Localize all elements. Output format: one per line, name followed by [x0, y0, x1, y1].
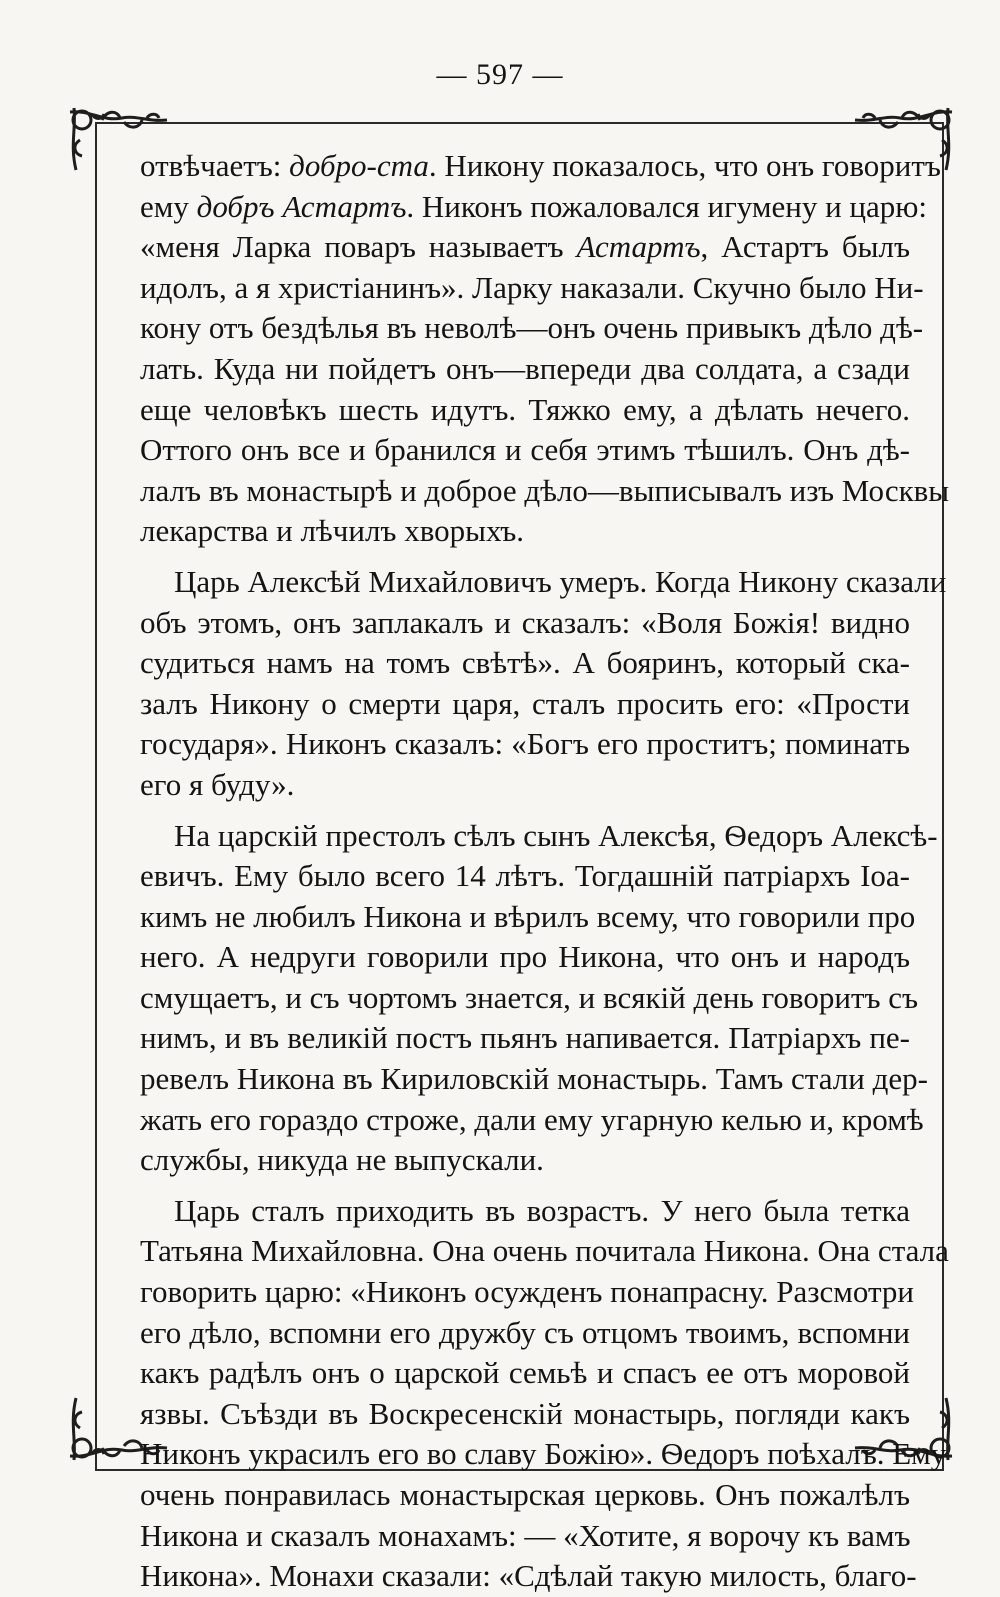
text-line — [140, 1556, 917, 1597]
text-fragment: судиться намъ на томъ свѣтѣ». А бояринъ, который ска- — [140, 645, 910, 681]
text-line — [140, 187, 928, 228]
text-fragment: На царскій престолъ сѣлъ сынъ Алексѣя, Ѳедоръ Алексѣ- — [174, 817, 938, 853]
text-fragment: залъ Никону о смерти царя, сталъ просить его: «Прости — [140, 685, 910, 721]
text-line — [140, 1353, 910, 1394]
italic-text: добро-ста — [289, 148, 429, 183]
text-fragment: нимъ, и въ великій постъ пьянъ напивается. Патріархъ пе- — [140, 1020, 910, 1056]
text-line — [140, 308, 924, 349]
text-fragment: Никона». Монахи сказали: «Сдѣлай такую милость, благо- — [140, 1558, 917, 1594]
text-line — [140, 268, 924, 309]
text-line — [140, 897, 916, 938]
text-line — [140, 684, 910, 725]
text-line — [140, 643, 910, 684]
italic-text: Астартъ — [576, 229, 701, 265]
text-line — [140, 856, 910, 897]
text-fragment: . Никонъ пожаловался игумену и царю: — [406, 188, 928, 224]
text-fragment: смущаетъ, и съ чортомъ знается, и всякій день говоритъ съ — [140, 979, 919, 1015]
text-line — [140, 816, 938, 857]
text-fragment: объ этомъ, онъ заплакалъ и сказалъ: «Воля Божія! видно — [140, 604, 910, 640]
text-fragment: очень понравилась монастырская церковь. Онъ пожалѣлъ — [140, 1477, 910, 1512]
text-fragment: его я буду». — [140, 766, 295, 802]
text-line — [140, 1434, 947, 1475]
text-fragment: какъ радѣлъ онъ о царской семьѣ и спасъ ее отъ моровой — [140, 1355, 910, 1391]
text-fragment: , Астартъ былъ — [700, 229, 911, 265]
text-line — [140, 430, 910, 471]
italic-text: добръ Астартъ — [196, 188, 407, 224]
text-fragment: него. А недруги говорили про Никона, что онъ и народъ — [140, 939, 910, 975]
page-number: — 597 — — [436, 58, 564, 91]
text-fragment: Царь Алексѣй Михайловичъ умеръ. Когда Никону сказали — [174, 563, 947, 599]
text-line — [140, 1475, 910, 1516]
text-line — [140, 349, 910, 390]
text-line — [140, 146, 941, 187]
text-fragment: говорить царю: «Никонъ осужденъ понапрасну. Разсмотри — [140, 1274, 914, 1310]
text-fragment: лекарства и лѣчилъ хворыхъ. — [140, 513, 525, 549]
text-line — [140, 562, 947, 603]
text-fragment: . Никону показалось, что онъ говоритъ — [428, 148, 941, 183]
text-fragment: Никона и сказалъ монахамъ: — «Хотите, я ворочу къ вамъ — [140, 1517, 911, 1553]
text-line — [140, 1018, 910, 1059]
text-line — [140, 511, 910, 552]
text-line — [140, 1100, 924, 1141]
text-line — [140, 1059, 928, 1100]
text-line — [140, 765, 910, 806]
text-fragment: кимъ не любилъ Никона и вѣрилъ всему, что говорили про — [140, 898, 916, 934]
text-line — [140, 724, 910, 765]
text-line — [140, 1313, 910, 1354]
text-fragment: лалъ въ монастырѣ и доброе дѣло—выписывалъ изъ Москвы — [140, 472, 950, 508]
text-fragment: идолъ, а я христіанинъ». Ларку наказали. Скучно было Ни- — [140, 269, 924, 305]
text-fragment: евичъ. Ему было всего 14 лѣтъ. Тогдашній патріархъ Іоа- — [140, 858, 910, 894]
text-line — [140, 603, 910, 644]
text-line — [140, 1272, 914, 1313]
text-fragment: Оттого онъ все и бранился и себя этимъ тѣшилъ. Онъ дѣ- — [140, 432, 910, 468]
text-line — [140, 471, 950, 512]
text-fragment: лать. Куда ни пойдетъ онъ—впереди два солдата, а сзади — [140, 350, 910, 386]
body-text — [140, 146, 950, 1597]
text-fragment: Татьяна Михайловна. Она очень почитала Никона. Она стала — [140, 1233, 949, 1269]
text-fragment: отвѣчаетъ: — [140, 148, 290, 183]
text-fragment: Царь сталъ приходить въ возрастъ. У него была тетка — [174, 1192, 910, 1228]
text-line — [140, 1394, 910, 1435]
text-fragment: еще человѣкъ шесть идутъ. Тяжко ему, а дѣлать нечего. — [140, 391, 910, 427]
text-fragment: жать его гораздо строже, дали ему угарную келью и, кромѣ — [140, 1101, 924, 1137]
text-line — [140, 1231, 949, 1272]
text-fragment: его дѣло, вспомни его дружбу съ отцомъ твоимъ, вспомни — [140, 1314, 910, 1350]
text-fragment: ревелъ Никона въ Кириловскій монастырь. Тамъ стали дер- — [140, 1061, 928, 1097]
text-line — [140, 1140, 910, 1181]
text-line — [140, 1191, 910, 1232]
text-fragment: язвы. Съѣзди въ Воскресенскій монастырь, погляди какъ — [140, 1395, 910, 1431]
text-line — [140, 1516, 910, 1557]
text-fragment: кону отъ бездѣлья въ неволѣ—онъ очень привыкъ дѣло дѣ- — [140, 310, 924, 346]
text-line — [140, 227, 910, 268]
text-fragment: ему — [140, 188, 197, 224]
text-fragment: Никонъ украсилъ его во славу Божію». Ѳедоръ поѣхалъ. Ему — [140, 1436, 947, 1472]
text-line — [140, 390, 910, 431]
text-fragment: государя». Никонъ сказалъ: «Богъ его проститъ; поминать — [140, 726, 910, 762]
text-fragment: службы, никуда не выпускали. — [140, 1142, 544, 1178]
text-line — [140, 937, 910, 978]
text-fragment: «меня Ларка поваръ называетъ — [140, 229, 577, 265]
text-line — [140, 978, 919, 1019]
